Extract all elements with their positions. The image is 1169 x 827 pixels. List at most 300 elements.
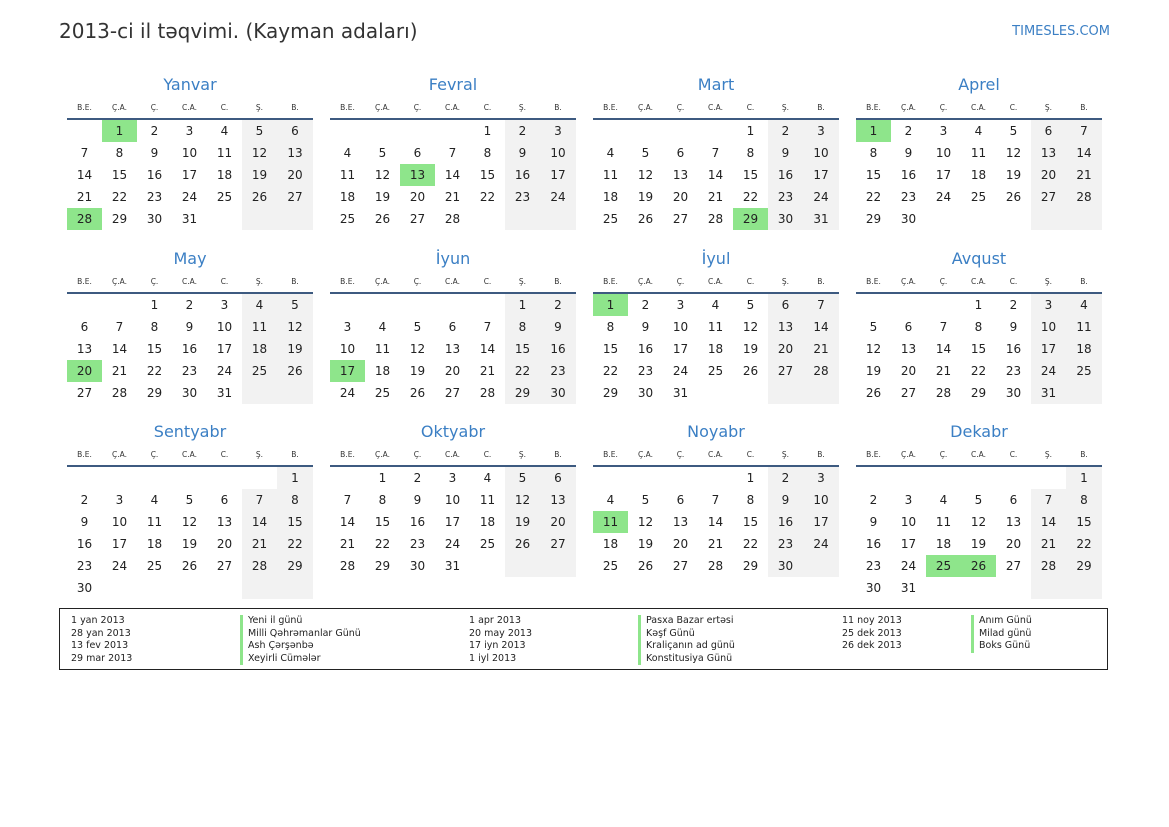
day-cell[interactable]: 15 <box>742 515 759 529</box>
day-cell[interactable]: 28 <box>67 208 102 230</box>
day-cell[interactable]: 20 <box>540 511 576 533</box>
day-cell[interactable]: 14 <box>76 168 93 182</box>
day-cell[interactable]: 26 <box>637 212 654 226</box>
day-cell[interactable]: 29 <box>733 208 768 230</box>
day-cell[interactable]: 7 <box>343 493 352 507</box>
day-cell[interactable]: 19 <box>742 342 759 356</box>
day-cell[interactable]: 7 <box>803 294 839 316</box>
day-cell[interactable]: 6 <box>1031 120 1066 142</box>
day-cell[interactable]: 23 <box>409 537 426 551</box>
day-cell[interactable]: 4 <box>974 124 983 138</box>
day-cell[interactable]: 28 <box>1066 186 1102 208</box>
day-cell[interactable]: 18 <box>602 190 619 204</box>
day-cell[interactable]: 28 <box>444 212 461 226</box>
day-cell[interactable]: 27 <box>1031 186 1066 208</box>
day-cell[interactable]: 27 <box>672 212 689 226</box>
day-cell[interactable]: 18 <box>970 168 987 182</box>
day-cell[interactable]: 1 <box>746 471 755 485</box>
day-cell[interactable]: 29 <box>742 559 759 573</box>
day-cell[interactable]: 16 <box>637 342 654 356</box>
day-cell[interactable]: 3 <box>185 124 194 138</box>
day-cell[interactable]: 4 <box>483 471 492 485</box>
day-cell[interactable]: 19 <box>181 537 198 551</box>
day-cell[interactable]: 1 <box>505 294 540 316</box>
day-cell[interactable]: 18 <box>479 515 496 529</box>
day-cell[interactable]: 7 <box>115 320 124 334</box>
day-cell[interactable]: 3 <box>343 320 352 334</box>
day-cell[interactable]: 8 <box>746 493 755 507</box>
day-cell[interactable]: 20 <box>67 360 102 382</box>
day-cell[interactable]: 29 <box>146 386 163 400</box>
day-cell[interactable]: 20 <box>216 537 233 551</box>
day-cell[interactable]: 26 <box>181 559 198 573</box>
day-cell[interactable]: 17 <box>803 164 839 186</box>
day-cell[interactable]: 21 <box>339 537 356 551</box>
day-cell[interactable]: 12 <box>242 142 277 164</box>
day-cell[interactable]: 14 <box>339 515 356 529</box>
day-cell[interactable]: 14 <box>479 342 496 356</box>
day-cell[interactable]: 24 <box>540 186 576 208</box>
day-cell[interactable]: 14 <box>242 511 277 533</box>
day-cell[interactable]: 6 <box>676 146 685 160</box>
day-cell[interactable]: 15 <box>479 168 496 182</box>
day-cell[interactable]: 25 <box>707 364 724 378</box>
day-cell[interactable]: 13 <box>1005 515 1022 529</box>
day-cell[interactable]: 17 <box>330 360 365 382</box>
day-cell[interactable]: 25 <box>970 190 987 204</box>
day-cell[interactable]: 15 <box>865 168 882 182</box>
day-cell[interactable]: 3 <box>904 493 913 507</box>
day-cell[interactable]: 20 <box>277 164 313 186</box>
day-cell[interactable]: 6 <box>277 120 313 142</box>
day-cell[interactable]: 12 <box>637 168 654 182</box>
day-cell[interactable]: 8 <box>483 146 492 160</box>
day-cell[interactable]: 12 <box>742 320 759 334</box>
day-cell[interactable]: 1 <box>378 471 387 485</box>
day-cell[interactable]: 11 <box>1066 316 1102 338</box>
day-cell[interactable]: 31 <box>444 559 461 573</box>
day-cell[interactable]: 4 <box>606 146 615 160</box>
day-cell[interactable]: 13 <box>540 489 576 511</box>
site-link[interactable]: TIMESLES.COM <box>1012 24 1110 39</box>
day-cell[interactable]: 30 <box>146 212 163 226</box>
day-cell[interactable]: 28 <box>707 559 724 573</box>
day-cell[interactable]: 13 <box>672 515 689 529</box>
day-cell[interactable]: 22 <box>865 190 882 204</box>
day-cell[interactable]: 12 <box>277 316 313 338</box>
day-cell[interactable]: 27 <box>1005 559 1022 573</box>
day-cell[interactable]: 24 <box>900 559 917 573</box>
day-cell[interactable]: 15 <box>1066 511 1102 533</box>
day-cell[interactable]: 18 <box>216 168 233 182</box>
day-cell[interactable]: 3 <box>448 471 457 485</box>
day-cell[interactable]: 16 <box>409 515 426 529</box>
day-cell[interactable]: 24 <box>672 364 689 378</box>
day-cell[interactable]: 17 <box>935 168 952 182</box>
day-cell[interactable]: 2 <box>904 124 913 138</box>
day-cell[interactable]: 2 <box>768 467 803 489</box>
day-cell[interactable]: 28 <box>935 386 952 400</box>
day-cell[interactable]: 25 <box>1066 360 1102 382</box>
day-cell[interactable]: 24 <box>444 537 461 551</box>
day-cell[interactable]: 17 <box>444 515 461 529</box>
day-cell[interactable]: 1 <box>974 298 983 312</box>
day-cell[interactable]: 4 <box>150 493 159 507</box>
day-cell[interactable]: 4 <box>711 298 720 312</box>
day-cell[interactable]: 3 <box>1031 294 1066 316</box>
day-cell[interactable]: 12 <box>1005 146 1022 160</box>
day-cell[interactable]: 3 <box>540 120 576 142</box>
day-cell[interactable]: 2 <box>413 471 422 485</box>
day-cell[interactable]: 27 <box>277 186 313 208</box>
day-cell[interactable]: 6 <box>540 467 576 489</box>
day-cell[interactable]: 1 <box>1066 467 1102 489</box>
day-cell[interactable]: 18 <box>1066 338 1102 360</box>
day-cell[interactable]: 1 <box>593 294 628 316</box>
day-cell[interactable]: 18 <box>339 190 356 204</box>
day-cell[interactable]: 25 <box>479 537 496 551</box>
day-cell[interactable]: 13 <box>1031 142 1066 164</box>
day-cell[interactable]: 8 <box>378 493 387 507</box>
day-cell[interactable]: 1 <box>483 124 492 138</box>
day-cell[interactable]: 29 <box>277 555 313 577</box>
day-cell[interactable]: 7 <box>1066 120 1102 142</box>
day-cell[interactable]: 9 <box>869 515 878 529</box>
day-cell[interactable]: 26 <box>742 364 759 378</box>
day-cell[interactable]: 7 <box>711 146 720 160</box>
day-cell[interactable]: 11 <box>602 168 619 182</box>
day-cell[interactable]: 6 <box>413 146 422 160</box>
day-cell[interactable]: 11 <box>479 493 496 507</box>
day-cell[interactable]: 7 <box>939 320 948 334</box>
day-cell[interactable]: 5 <box>505 467 540 489</box>
day-cell[interactable]: 5 <box>869 320 878 334</box>
day-cell[interactable]: 9 <box>641 320 650 334</box>
day-cell[interactable]: 6 <box>904 320 913 334</box>
day-cell[interactable]: 23 <box>637 364 654 378</box>
day-cell[interactable]: 23 <box>505 186 540 208</box>
day-cell[interactable]: 16 <box>1005 342 1022 356</box>
day-cell[interactable]: 22 <box>277 533 313 555</box>
day-cell[interactable]: 30 <box>768 555 803 577</box>
day-cell[interactable]: 15 <box>111 168 128 182</box>
day-cell[interactable]: 13 <box>216 515 233 529</box>
day-cell[interactable]: 3 <box>220 298 229 312</box>
day-cell[interactable]: 2 <box>540 294 576 316</box>
day-cell[interactable]: 29 <box>970 386 987 400</box>
day-cell[interactable]: 22 <box>111 190 128 204</box>
day-cell[interactable]: 27 <box>216 559 233 573</box>
day-cell[interactable]: 11 <box>146 515 163 529</box>
day-cell[interactable]: 24 <box>181 190 198 204</box>
day-cell[interactable]: 5 <box>413 320 422 334</box>
day-cell[interactable]: 15 <box>970 342 987 356</box>
day-cell[interactable]: 24 <box>339 386 356 400</box>
day-cell[interactable]: 8 <box>277 489 313 511</box>
day-cell[interactable]: 2 <box>768 120 803 142</box>
day-cell[interactable]: 24 <box>935 190 952 204</box>
day-cell[interactable]: 1 <box>102 120 137 142</box>
day-cell[interactable]: 21 <box>1031 533 1066 555</box>
day-cell[interactable]: 23 <box>768 533 803 555</box>
day-cell[interactable]: 7 <box>80 146 89 160</box>
day-cell[interactable]: 7 <box>448 146 457 160</box>
day-cell[interactable]: 21 <box>111 364 128 378</box>
day-cell[interactable]: 20 <box>409 190 426 204</box>
day-cell[interactable]: 9 <box>768 142 803 164</box>
day-cell[interactable]: 26 <box>865 386 882 400</box>
day-cell[interactable]: 10 <box>803 489 839 511</box>
day-cell[interactable]: 16 <box>505 164 540 186</box>
day-cell[interactable]: 8 <box>974 320 983 334</box>
day-cell[interactable]: 16 <box>540 338 576 360</box>
day-cell[interactable]: 10 <box>1031 316 1066 338</box>
day-cell[interactable]: 20 <box>1005 537 1022 551</box>
day-cell[interactable]: 25 <box>926 555 961 577</box>
day-cell[interactable]: 4 <box>1066 294 1102 316</box>
day-cell[interactable]: 10 <box>935 146 952 160</box>
day-cell[interactable]: 16 <box>900 168 917 182</box>
day-cell[interactable]: 30 <box>181 386 198 400</box>
day-cell[interactable]: 24 <box>216 364 233 378</box>
day-cell[interactable]: 6 <box>1009 493 1018 507</box>
day-cell[interactable]: 10 <box>181 146 198 160</box>
day-cell[interactable]: 11 <box>374 342 391 356</box>
day-cell[interactable]: 26 <box>242 186 277 208</box>
day-cell[interactable]: 11 <box>707 320 724 334</box>
day-cell[interactable]: 19 <box>1005 168 1022 182</box>
day-cell[interactable]: 18 <box>374 364 391 378</box>
day-cell[interactable]: 26 <box>505 533 540 555</box>
day-cell[interactable]: 2 <box>869 493 878 507</box>
day-cell[interactable]: 19 <box>970 537 987 551</box>
day-cell[interactable]: 5 <box>641 146 650 160</box>
day-cell[interactable]: 11 <box>970 146 987 160</box>
day-cell[interactable]: 9 <box>904 146 913 160</box>
day-cell[interactable]: 8 <box>150 320 159 334</box>
day-cell[interactable]: 6 <box>80 320 89 334</box>
day-cell[interactable]: 11 <box>242 316 277 338</box>
day-cell[interactable]: 19 <box>242 164 277 186</box>
day-cell[interactable]: 26 <box>637 559 654 573</box>
day-cell[interactable]: 2 <box>641 298 650 312</box>
day-cell[interactable]: 23 <box>1005 364 1022 378</box>
day-cell[interactable]: 3 <box>803 120 839 142</box>
day-cell[interactable]: 18 <box>707 342 724 356</box>
day-cell[interactable]: 30 <box>865 581 882 595</box>
day-cell[interactable]: 2 <box>185 298 194 312</box>
day-cell[interactable]: 4 <box>343 146 352 160</box>
day-cell[interactable]: 27 <box>409 212 426 226</box>
day-cell[interactable]: 14 <box>935 342 952 356</box>
day-cell[interactable]: 19 <box>637 190 654 204</box>
day-cell[interactable]: 5 <box>277 294 313 316</box>
day-cell[interactable]: 28 <box>1031 555 1066 577</box>
day-cell[interactable]: 2 <box>80 493 89 507</box>
day-cell[interactable]: 29 <box>865 212 882 226</box>
day-cell[interactable]: 9 <box>80 515 89 529</box>
day-cell[interactable]: 12 <box>505 489 540 511</box>
day-cell[interactable]: 29 <box>602 386 619 400</box>
day-cell[interactable]: 6 <box>448 320 457 334</box>
day-cell[interactable]: 25 <box>602 212 619 226</box>
day-cell[interactable]: 27 <box>444 386 461 400</box>
day-cell[interactable]: 26 <box>277 360 313 382</box>
day-cell[interactable]: 17 <box>803 511 839 533</box>
day-cell[interactable]: 10 <box>803 142 839 164</box>
day-cell[interactable]: 14 <box>803 316 839 338</box>
day-cell[interactable]: 22 <box>742 537 759 551</box>
day-cell[interactable]: 23 <box>76 559 93 573</box>
day-cell[interactable]: 22 <box>742 190 759 204</box>
day-cell[interactable]: 31 <box>216 386 233 400</box>
day-cell[interactable]: 21 <box>444 190 461 204</box>
day-cell[interactable]: 12 <box>637 515 654 529</box>
day-cell[interactable]: 28 <box>803 360 839 382</box>
day-cell[interactable]: 30 <box>768 208 803 230</box>
day-cell[interactable]: 10 <box>900 515 917 529</box>
day-cell[interactable]: 15 <box>146 342 163 356</box>
day-cell[interactable]: 29 <box>1066 555 1102 577</box>
day-cell[interactable]: 20 <box>768 338 803 360</box>
day-cell[interactable]: 28 <box>707 212 724 226</box>
day-cell[interactable]: 24 <box>803 533 839 555</box>
day-cell[interactable]: 22 <box>970 364 987 378</box>
day-cell[interactable]: 14 <box>111 342 128 356</box>
day-cell[interactable]: 20 <box>672 190 689 204</box>
day-cell[interactable]: 27 <box>76 386 93 400</box>
day-cell[interactable]: 13 <box>768 316 803 338</box>
day-cell[interactable]: 5 <box>185 493 194 507</box>
day-cell[interactable]: 26 <box>374 212 391 226</box>
day-cell[interactable]: 30 <box>409 559 426 573</box>
day-cell[interactable]: 14 <box>707 515 724 529</box>
day-cell[interactable]: 21 <box>242 533 277 555</box>
day-cell[interactable]: 17 <box>181 168 198 182</box>
day-cell[interactable]: 9 <box>1009 320 1018 334</box>
day-cell[interactable]: 9 <box>413 493 422 507</box>
day-cell[interactable]: 6 <box>676 493 685 507</box>
day-cell[interactable]: 31 <box>672 386 689 400</box>
day-cell[interactable]: 19 <box>277 338 313 360</box>
day-cell[interactable]: 15 <box>742 168 759 182</box>
day-cell[interactable]: 24 <box>803 186 839 208</box>
day-cell[interactable]: 21 <box>76 190 93 204</box>
day-cell[interactable]: 5 <box>378 146 387 160</box>
day-cell[interactable]: 8 <box>606 320 615 334</box>
day-cell[interactable]: 12 <box>374 168 391 182</box>
day-cell[interactable]: 14 <box>1066 142 1102 164</box>
day-cell[interactable]: 29 <box>374 559 391 573</box>
day-cell[interactable]: 3 <box>115 493 124 507</box>
day-cell[interactable]: 25 <box>339 212 356 226</box>
day-cell[interactable]: 25 <box>146 559 163 573</box>
day-cell[interactable]: 30 <box>637 386 654 400</box>
day-cell[interactable]: 11 <box>593 511 628 533</box>
day-cell[interactable]: 22 <box>602 364 619 378</box>
day-cell[interactable]: 27 <box>540 533 576 555</box>
day-cell[interactable]: 25 <box>374 386 391 400</box>
day-cell[interactable]: 31 <box>803 208 839 230</box>
day-cell[interactable]: 5 <box>974 493 983 507</box>
day-cell[interactable]: 8 <box>869 146 878 160</box>
day-cell[interactable]: 3 <box>676 298 685 312</box>
day-cell[interactable]: 17 <box>900 537 917 551</box>
day-cell[interactable]: 21 <box>803 338 839 360</box>
day-cell[interactable]: 18 <box>242 338 277 360</box>
day-cell[interactable]: 30 <box>1005 386 1022 400</box>
day-cell[interactable]: 19 <box>505 511 540 533</box>
day-cell[interactable]: 7 <box>242 489 277 511</box>
day-cell[interactable]: 11 <box>339 168 356 182</box>
day-cell[interactable]: 31 <box>1031 382 1066 404</box>
day-cell[interactable]: 29 <box>111 212 128 226</box>
day-cell[interactable]: 12 <box>409 342 426 356</box>
day-cell[interactable]: 8 <box>1066 489 1102 511</box>
day-cell[interactable]: 17 <box>672 342 689 356</box>
day-cell[interactable]: 27 <box>768 360 803 382</box>
day-cell[interactable]: 17 <box>216 342 233 356</box>
day-cell[interactable]: 27 <box>900 386 917 400</box>
day-cell[interactable]: 26 <box>961 555 996 577</box>
day-cell[interactable]: 21 <box>707 537 724 551</box>
day-cell[interactable]: 3 <box>803 467 839 489</box>
day-cell[interactable]: 3 <box>939 124 948 138</box>
day-cell[interactable]: 5 <box>242 120 277 142</box>
day-cell[interactable]: 1 <box>856 120 891 142</box>
day-cell[interactable]: 28 <box>111 386 128 400</box>
day-cell[interactable]: 18 <box>935 537 952 551</box>
day-cell[interactable]: 1 <box>277 467 313 489</box>
day-cell[interactable]: 12 <box>970 515 987 529</box>
day-cell[interactable]: 8 <box>746 146 755 160</box>
day-cell[interactable]: 9 <box>505 142 540 164</box>
day-cell[interactable]: 9 <box>185 320 194 334</box>
day-cell[interactable]: 30 <box>540 382 576 404</box>
day-cell[interactable]: 13 <box>76 342 93 356</box>
day-cell[interactable]: 24 <box>111 559 128 573</box>
day-cell[interactable]: 20 <box>672 537 689 551</box>
day-cell[interactable]: 16 <box>181 342 198 356</box>
day-cell[interactable]: 6 <box>220 493 229 507</box>
day-cell[interactable]: 28 <box>339 559 356 573</box>
day-cell[interactable]: 12 <box>865 342 882 356</box>
day-cell[interactable]: 20 <box>900 364 917 378</box>
day-cell[interactable]: 15 <box>277 511 313 533</box>
day-cell[interactable]: 26 <box>409 386 426 400</box>
day-cell[interactable]: 22 <box>374 537 391 551</box>
day-cell[interactable]: 19 <box>409 364 426 378</box>
day-cell[interactable]: 23 <box>540 360 576 382</box>
day-cell[interactable]: 23 <box>865 559 882 573</box>
day-cell[interactable]: 16 <box>146 168 163 182</box>
day-cell[interactable]: 28 <box>479 386 496 400</box>
day-cell[interactable]: 16 <box>768 511 803 533</box>
day-cell[interactable]: 4 <box>242 294 277 316</box>
day-cell[interactable]: 23 <box>146 190 163 204</box>
day-cell[interactable]: 18 <box>602 537 619 551</box>
day-cell[interactable]: 12 <box>181 515 198 529</box>
day-cell[interactable]: 11 <box>935 515 952 529</box>
day-cell[interactable]: 6 <box>768 294 803 316</box>
day-cell[interactable]: 25 <box>216 190 233 204</box>
day-cell[interactable]: 9 <box>150 146 159 160</box>
day-cell[interactable]: 21 <box>479 364 496 378</box>
day-cell[interactable]: 4 <box>378 320 387 334</box>
day-cell[interactable]: 2 <box>150 124 159 138</box>
day-cell[interactable]: 8 <box>115 146 124 160</box>
day-cell[interactable]: 7 <box>483 320 492 334</box>
